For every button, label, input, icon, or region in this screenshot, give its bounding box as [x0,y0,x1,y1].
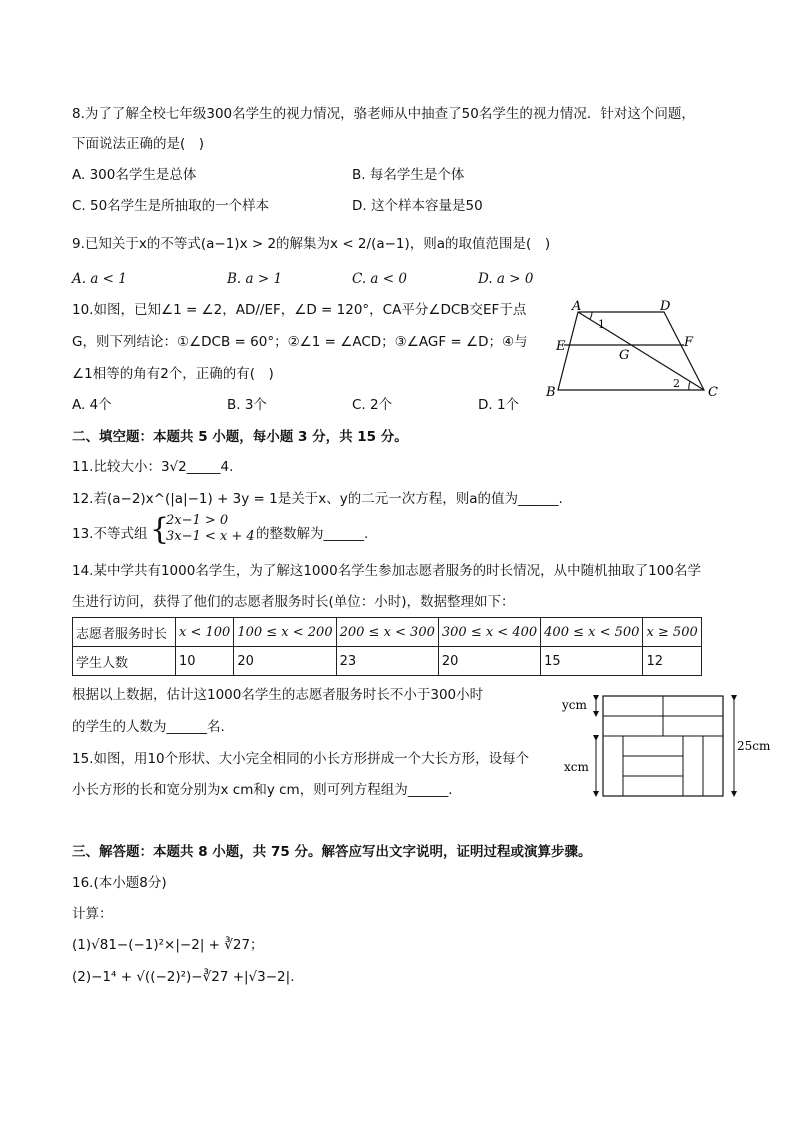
q10-stem-line3: ∠1相等的角有2个，正确的有( ) [72,366,274,382]
q16-part-2: (2)−1⁴ + √((−2)²)−∛27 +|√3−2|. [72,969,295,985]
table-cell: x < 100 [176,618,234,647]
q9-stem: 9.已知关于x的不等式(a−1)x > 2的解集为x < 2/(a−1)，则a的取值范围是( ) [72,236,551,252]
label-angle-1: 1 [598,318,605,331]
table-cell: 10 [176,647,234,676]
q13-post: 的整数解为______. [256,526,369,542]
q8-option-c: C. 50名学生是所抽取的一个样本 [72,198,270,214]
q11-stem: 11.比较大小：3√2_____4. [72,459,234,475]
table-cell: x ≥ 500 [643,618,701,647]
q8-stem-line1: 8.为了了解全校七年级300名学生的视力情况，骆老师从中抽查了50名学生的视力情况．针对这个问题， [72,106,695,122]
q9-option-d: D. a > 0 [478,271,534,287]
label-e: E [556,339,566,354]
label-f: F [684,335,694,350]
q8-option-b: B. 每名学生是个体 [352,167,465,183]
label-25cm: 25cm [737,739,771,753]
q9-option-a: A. a < 1 [72,271,127,287]
label-g: G [619,348,630,363]
table-cell: 100 ≤ x < 200 [234,618,336,647]
table-cell: 23 [336,647,438,676]
section-3-heading: 三、解答题：本题共 8 小题，共 75 分。解答应写出文字说明，证明过程或演算步骤。 [72,844,592,860]
q9-option-c: C. a < 0 [352,271,407,287]
q15-rectangle-figure [560,690,774,802]
q16-part-1: (1)√81−(−1)²×|−2| + ∛27； [72,937,264,953]
q13-pre: 13.不等式组 [72,526,148,542]
table-cell: 400 ≤ x < 500 [541,618,643,647]
table-row [73,647,702,676]
q14-stem-line4: 的学生的人数为______名. [72,719,225,735]
label-b: B [546,385,556,400]
table-cell: 志愿者服务时长 [73,618,176,647]
table-cell: 15 [541,647,643,676]
angle-1-arc [590,312,592,319]
q13-ineq-1: 2x−1 > 0 [166,513,229,528]
label-angle-2: 2 [673,377,680,390]
angle-2-arc [689,382,690,390]
q13-ineq-2: 3x−1 < x + 4 [166,529,255,544]
q8-option-d: D. 这个样本容量是50 [352,198,483,214]
q12-stem: 12.若(a−2)x^(|a|−1) + 3y = 1是关于x、y的二元一次方程，则a的值为______. [72,491,563,507]
trapezoid-outline [558,312,704,390]
q16-title: 16.(本小题8分) [72,875,167,891]
q14-stem-line2: 生进行访问，获得了他们的志愿者服务时长(单位：小时)，数据整理如下： [72,594,515,610]
q10-option-b: B. 3个 [227,397,267,413]
q14-stem-line3: 根据以上数据，估计这1000名学生的志愿者服务时长不小于300小时 [72,687,484,703]
table-cell: 12 [643,647,701,676]
q15-stem-line1: 15.如图，用10个形状、大小完全相同的小长方形拼成一个大长方形，设每个 [72,751,530,767]
q10-trapezoid-figure [540,298,730,402]
q9-option-b: B. a > 1 [227,271,283,287]
label-c: C [708,385,718,400]
label-a: A [572,299,582,314]
q13-brace: { [150,512,170,547]
label-ycm: ycm [562,698,587,712]
table-cell: 20 [234,647,336,676]
table-row [73,618,702,647]
q10-option-d: D. 1个 [478,397,520,413]
q10-option-c: C. 2个 [352,397,393,413]
q10-stem-line2: G，则下列结论：①∠DCB = 60°；②∠1 = ∠ACD；③∠AGF = ∠D；④与 [72,334,528,350]
q14-table [72,617,702,676]
section-2-heading: 二、填空题：本题共 5 小题，每小题 3 分，共 15 分。 [72,429,408,445]
q14-stem-line1: 14.某中学共有1000名学生，为了解这1000名学生参加志愿者服务的时长情况，从中随机抽取了100名学 [72,563,701,579]
q8-option-a: A. 300名学生是总体 [72,167,197,183]
q10-option-a: A. 4个 [72,397,112,413]
q10-stem-line1: 10.如图，已知∠1 = ∠2，AD//EF，∠D = 120°，CA平分∠DCB交EF于点 [72,302,527,318]
label-xcm: xcm [564,760,589,774]
q8-stem-line2: 下面说法正确的是( ) [72,136,205,152]
table-cell: 300 ≤ x < 400 [438,618,540,647]
q15-stem-line2: 小长方形的长和宽分别为x cm和y cm，则可列方程组为______. [72,782,453,798]
diagonal-ac [578,312,704,390]
table-cell: 200 ≤ x < 300 [336,618,438,647]
q16-calc-label: 计算： [72,906,113,922]
table-cell: 学生人数 [73,647,176,676]
table-cell: 20 [438,647,540,676]
label-d: D [660,299,671,314]
